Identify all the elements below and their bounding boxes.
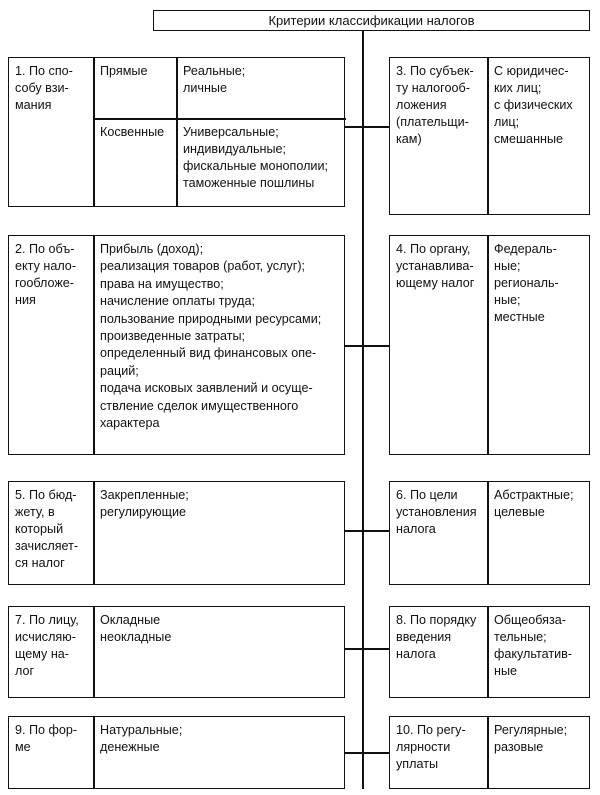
criterion-label-2: 2. По объ- екту нало- гообложе- ния <box>15 242 77 307</box>
criterion-label-9: 9. По фор- ме <box>15 723 78 754</box>
connector-right-6 <box>362 530 390 532</box>
criterion-box-8 <box>389 606 590 698</box>
connector-left-7 <box>344 648 363 650</box>
criterion-label-10: 10. По регу- лярности уплаты <box>396 723 466 771</box>
type-label-direct: Прямые <box>100 64 148 78</box>
examples-8: Общеобяза- тельные; факультатив- ные <box>494 613 573 678</box>
examples-7: Окладные неокладные <box>100 613 172 644</box>
criterion-box-3 <box>389 57 590 215</box>
criterion-label-1: 1. По спо- собу взи- мания <box>15 64 73 112</box>
criterion-box-10 <box>389 716 590 789</box>
criterion-box-1 <box>8 57 345 207</box>
main-trunk-line <box>362 29 364 789</box>
criterion-label-4: 4. По органу, устанавлива- ющему налог <box>396 242 475 290</box>
connector-right-8 <box>362 648 390 650</box>
criterion-label-6: 6. По цели установления налога <box>396 488 477 536</box>
criterion-label-7: 7. По лицу, исчисляю- щему на- лог <box>15 613 79 678</box>
criterion-box-2 <box>8 235 345 455</box>
criterion-box-7 <box>8 606 345 698</box>
connector-left-5 <box>344 530 363 532</box>
type-label-indirect: Косвенные <box>100 125 165 139</box>
examples-9: Натуральные; денежные <box>100 723 183 754</box>
title-box <box>153 10 590 31</box>
criterion-label-8: 8. По порядку введения налога <box>396 613 477 661</box>
criterion-label-5: 5. По бюд- жету, в который зачисляет- ся налог <box>15 488 79 570</box>
examples-5: Закрепленные; регулирующие <box>100 488 189 519</box>
connector-left-2 <box>344 345 363 347</box>
connector-right-3 <box>362 126 390 128</box>
connector-left-9 <box>344 752 363 754</box>
criterion-box-4 <box>389 235 590 455</box>
criterion-box-5 <box>8 481 345 585</box>
connector-left-1 <box>344 126 363 128</box>
examples-2: Прибыль (доход); реализация товаров (работ, услуг); права на имущество; начисление оплаты труда; пользование природными ресурсами; произведенные затраты; определенный вид финансовых опе- раций; подача исковых заявлений и осуще- ствление сделок имущественного характера <box>100 242 322 431</box>
examples-10: Регулярные; разовые <box>494 723 568 754</box>
criterion-label-3: 3. По субъек- ту налогооб- ложения (плательщи- кам) <box>396 64 474 146</box>
diagram-title: Критерии классификации налогов <box>268 13 475 28</box>
criterion-box-6 <box>389 481 590 585</box>
examples-3: С юридичес- ких лиц; с физических лиц; смешанные <box>494 64 573 146</box>
examples-6: Абстрактные; целевые <box>494 488 574 519</box>
connector-right-4 <box>362 345 390 347</box>
examples-direct: Реальные; личные <box>183 64 246 95</box>
examples-indirect: Универсальные; индивидуальные; фискальные монополии; таможенные пошлины <box>183 125 328 190</box>
connector-right-10 <box>362 752 390 754</box>
examples-4: Федераль- ные; региональ- ные; местные <box>494 242 559 324</box>
criterion-box-9 <box>8 716 345 789</box>
